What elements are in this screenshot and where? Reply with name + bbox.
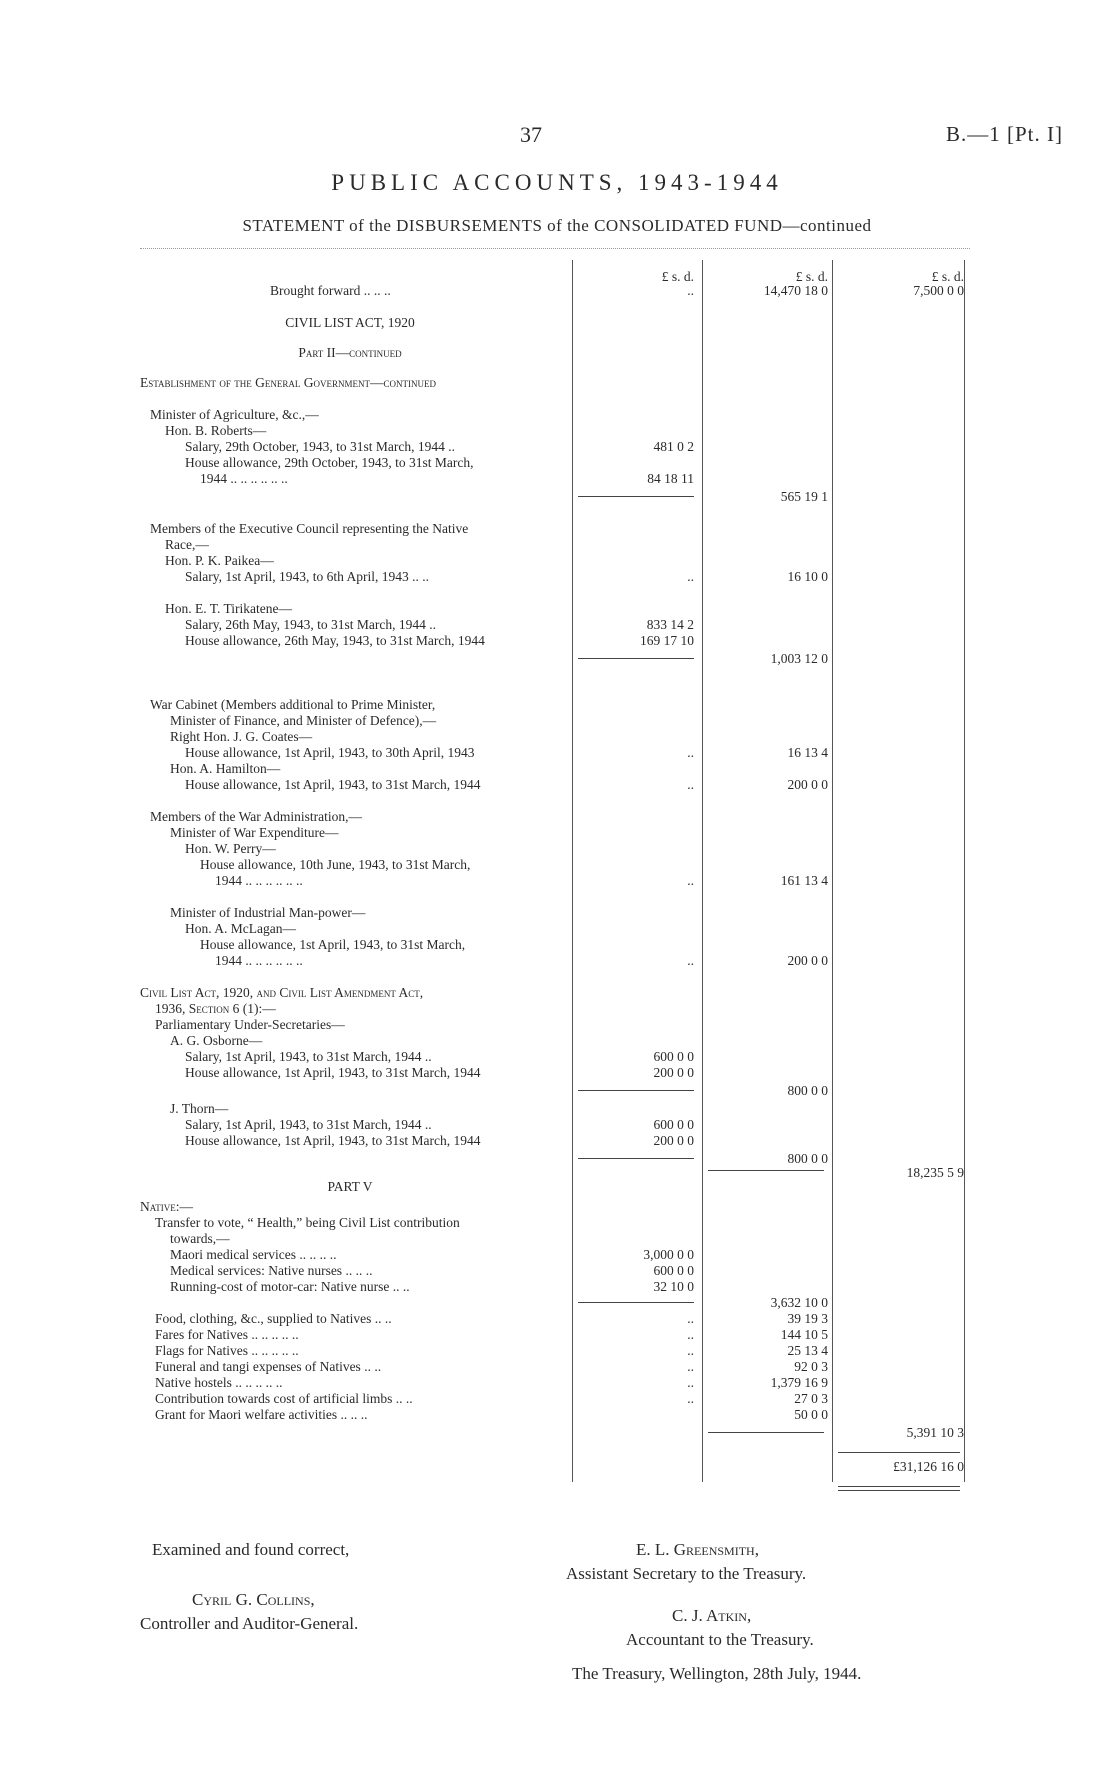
ledger-row — [0, 650, 1114, 667]
auditor-name: Cyril G. Collins, — [192, 1590, 315, 1609]
ledger-amount-c2: 200 0 0 — [787, 777, 828, 792]
ledger-row — [0, 952, 1114, 969]
column-header-3: £ s. d. — [931, 269, 964, 284]
ledger-amount-c2: 16 13 4 — [787, 745, 828, 760]
subtotal-rule — [578, 1090, 694, 1091]
secretary-name: E. L. Greensmith, — [636, 1540, 759, 1559]
ledger-amount-c1: .. — [687, 1359, 694, 1374]
ledger-row-label: Civil List Act, 1920, and Civil List Amendment Act, — [140, 985, 424, 1000]
ledger-amount-c2: 16 10 0 — [787, 569, 828, 584]
ledger-row — [0, 712, 1114, 729]
ledger-amount-c1: .. — [687, 1327, 694, 1342]
ledger-row — [0, 904, 1114, 921]
ledger-row-label: War Cabinet (Members additional to Prime Minister, — [150, 697, 436, 712]
ledger-row — [0, 824, 1114, 841]
ledger-amount-c2: 39 19 3 — [787, 1311, 828, 1326]
column-header-2: £ s. d. — [795, 269, 828, 284]
ledger-amount-c3: 18,235 5 9 — [906, 1165, 964, 1180]
ledger-amount-c2: 1,003 12 0 — [770, 651, 828, 666]
ledger-amount-c1: .. — [687, 283, 694, 298]
total-double-rule — [838, 1490, 960, 1491]
ledger-amount-c1: .. — [687, 1311, 694, 1326]
ledger-row-label: Transfer to vote, “ Health,” being Civil List contribution — [155, 1215, 460, 1230]
ledger-row — [0, 936, 1114, 953]
ledger-row — [0, 1116, 1114, 1133]
ledger-amount-c1: 3,000 0 0 — [643, 1247, 694, 1262]
ledger-row-label: House allowance, 29th October, 1943, to 31st March, — [185, 455, 474, 470]
subtotal-rule — [578, 1302, 694, 1303]
ledger-amount-c2: 92 0 3 — [794, 1359, 828, 1374]
ledger-row — [0, 568, 1114, 585]
ledger-amount-c1: 200 0 0 — [653, 1133, 694, 1148]
ledger-row — [0, 1262, 1114, 1279]
ledger-row — [0, 920, 1114, 937]
ledger-row-label: Race,— — [165, 537, 209, 552]
ledger-row-label: House allowance, 1st April, 1943, to 31st March, 1944 — [185, 1133, 481, 1148]
ledger-amount-c2: 25 13 4 — [787, 1343, 828, 1358]
ledger-row — [0, 728, 1114, 745]
ledger-row — [0, 1000, 1114, 1017]
ledger-amount-c1: 84 18 11 — [647, 471, 694, 486]
ledger-row-label: Native:— — [140, 1199, 193, 1214]
ledger-row-label: Salary, 29th October, 1943, to 31st March, 1944 .. — [185, 439, 456, 454]
ledger-row — [0, 454, 1114, 471]
subtotal-rule — [708, 1170, 824, 1171]
ledger-amount-c2: 161 13 4 — [780, 873, 828, 888]
ledger-row-label: Flags for Natives .. .. .. .. .. — [155, 1343, 299, 1358]
ledger-row-label: Minister of Industrial Man-power— — [170, 905, 366, 920]
ledger-row-label: Salary, 1st April, 1943, to 31st March, 1944 .. — [185, 1117, 432, 1132]
ledger-row-label: Hon. W. Perry— — [185, 841, 276, 856]
ledger-amount-c1: 600 0 0 — [653, 1263, 694, 1278]
ledger-amount-c1: .. — [687, 1375, 694, 1390]
ledger-row — [0, 1294, 1114, 1311]
ledger-row — [0, 470, 1114, 487]
subtotal-rule — [578, 496, 694, 497]
ledger-row — [0, 1458, 1114, 1475]
ledger-row — [0, 1342, 1114, 1359]
subtotal-rule — [838, 1452, 960, 1453]
ledger-amount-c2: 14,470 18 0 — [763, 283, 828, 298]
ledger-row — [0, 1326, 1114, 1343]
ledger-row-label: Hon. A. Hamilton— — [170, 761, 281, 776]
ledger-row-label: 1944 .. .. .. .. .. .. — [200, 471, 288, 486]
ledger-amount-c2: 565 19 1 — [780, 489, 828, 504]
ledger-row-label: Salary, 1st April, 1943, to 31st March, 1944 .. — [185, 1049, 432, 1064]
ledger-row — [0, 406, 1114, 423]
ledger-row — [0, 1230, 1114, 1247]
ledger-row — [0, 856, 1114, 873]
ledger-row-label: Right Hon. J. G. Coates— — [170, 729, 313, 744]
ledger-row — [0, 760, 1114, 777]
page-number: 37 — [520, 122, 542, 147]
ledger-amount-c1: .. — [687, 1343, 694, 1358]
ledger-amount-c1: .. — [687, 873, 694, 888]
ledger-row — [0, 1048, 1114, 1065]
ledger-row — [0, 600, 1114, 617]
ledger-row — [0, 1310, 1114, 1327]
dateline: The Treasury, Wellington, 28th July, 1944. — [572, 1664, 862, 1683]
ledger-amount-c1: .. — [687, 745, 694, 760]
ledger-amount-c2: 27 0 3 — [794, 1391, 828, 1406]
ledger-amount-c2: 144 10 5 — [780, 1327, 828, 1342]
ledger-row-label: towards,— — [170, 1231, 230, 1246]
ledger-row-label: 1936, Section 6 (1):— — [155, 1001, 276, 1016]
ledger-row-label: Hon. E. T. Tirikatene— — [165, 601, 292, 616]
ledger-row — [0, 1214, 1114, 1231]
ledger-row-label: Part II—continued — [298, 345, 402, 360]
page-title: PUBLIC ACCOUNTS, 1943-1944 — [331, 170, 783, 195]
auditor-title: Controller and Auditor-General. — [140, 1614, 359, 1633]
ledger-row — [0, 1390, 1114, 1407]
ledger-amount-c2: 50 0 0 — [794, 1407, 828, 1422]
ledger-amount-c1: 169 17 10 — [640, 633, 694, 648]
subtotal-rule — [578, 658, 694, 659]
ledger-row — [0, 808, 1114, 825]
header-rule — [140, 248, 970, 249]
ledger-row-label: J. Thorn— — [170, 1101, 229, 1116]
ledger-row-label: Fares for Natives .. .. .. .. .. — [155, 1327, 299, 1342]
ledger-row-label: Minister of Agriculture, &c.,— — [150, 407, 319, 422]
ledger-row — [0, 282, 1114, 299]
ledger-row — [0, 1100, 1114, 1117]
ledger-row — [0, 1064, 1114, 1081]
ledger-row — [0, 314, 1114, 331]
ledger-row-label: 1944 .. .. .. .. .. .. — [215, 873, 303, 888]
ledger-row — [0, 422, 1114, 439]
ledger-amount-c1: .. — [687, 1391, 694, 1406]
ledger-amount-c2: 200 0 0 — [787, 953, 828, 968]
ledger-row-label: Establishment of the General Government—continued — [140, 375, 437, 390]
ledger-row — [0, 374, 1114, 391]
ledger-amount-c3: 7,500 0 0 — [913, 283, 964, 298]
ledger-row-label: Salary, 1st April, 1943, to 6th April, 1943 .. .. — [185, 569, 429, 584]
secretary-title: Assistant Secretary to the Treasury. — [566, 1564, 807, 1583]
ledger-row-label: House allowance, 1st April, 1943, to 31st March, 1944 — [185, 777, 481, 792]
ledger-row — [0, 840, 1114, 857]
examined-statement: Examined and found correct, — [152, 1540, 350, 1559]
ledger-row — [0, 344, 1114, 361]
ledger-row-label: Grant for Maori welfare activities .. .. .. — [155, 1407, 368, 1422]
ledger-row — [0, 488, 1114, 505]
ledger-amount-c1: .. — [687, 953, 694, 968]
ledger-amount-c2: 800 0 0 — [787, 1151, 828, 1166]
ledger-row-label: Native hostels .. .. .. .. .. — [155, 1375, 283, 1390]
ledger-row-label: House allowance, 1st April, 1943, to 31st March, — [200, 937, 466, 952]
ledger-amount-c2: 800 0 0 — [787, 1083, 828, 1098]
ledger-amount-c1: .. — [687, 569, 694, 584]
ledger-amount-c1: 600 0 0 — [653, 1049, 694, 1064]
ledger-row — [0, 552, 1114, 569]
accountant-name: C. J. Atkin, — [672, 1606, 752, 1625]
ledger-row-label: House allowance, 26th May, 1943, to 31st March, 1944 — [185, 633, 485, 648]
ledger-amount-c1: 32 10 0 — [653, 1279, 694, 1294]
ledger-row-label: Maori medical services .. .. .. .. — [170, 1247, 337, 1262]
ledger-row — [0, 1406, 1114, 1423]
ledger-row — [0, 632, 1114, 649]
ledger-row-label: Food, clothing, &c., supplied to Natives .. .. — [155, 1311, 392, 1326]
ledger-row-label: PART V — [327, 1179, 373, 1194]
ledger-row — [0, 1358, 1114, 1375]
ledger-row — [0, 1082, 1114, 1099]
ledger-row-label: Hon. A. McLagan— — [185, 921, 296, 936]
ledger-row — [0, 872, 1114, 889]
ledger-row — [0, 1198, 1114, 1215]
ledger-row-label: House allowance, 1st April, 1943, to 30th April, 1943 — [185, 745, 475, 760]
ledger-row-label: Running-cost of motor-car: Native nurse .. .. — [170, 1279, 410, 1294]
ledger-row-label: Members of the War Administration,— — [150, 809, 363, 824]
ledger-row-label: Parliamentary Under-Secretaries— — [155, 1017, 345, 1032]
column-header-1: £ s. d. — [661, 269, 694, 284]
ledger-row — [0, 1278, 1114, 1295]
ledger-amount-c2: 3,632 10 0 — [770, 1295, 828, 1310]
document-reference: B.—1 [Pt. I] — [946, 122, 1063, 146]
ledger-row — [0, 1374, 1114, 1391]
ledger-row — [0, 1246, 1114, 1263]
ledger-amount-c2: 1,379 16 9 — [770, 1375, 828, 1390]
ledger-row-label: Members of the Executive Council representing the Native — [150, 521, 469, 536]
ledger-row — [0, 616, 1114, 633]
ledger-row — [0, 744, 1114, 761]
ledger-row-label: CIVIL LIST ACT, 1920 — [285, 315, 415, 330]
ledger-row — [0, 984, 1114, 1001]
accountant-title: Accountant to the Treasury. — [626, 1630, 814, 1649]
ledger-row-label: House allowance, 1st April, 1943, to 31st March, 1944 — [185, 1065, 481, 1080]
ledger-row — [0, 1132, 1114, 1149]
ledger-row-label: 1944 .. .. .. .. .. .. — [215, 953, 303, 968]
ledger-amount-c1: .. — [687, 777, 694, 792]
ledger-row-label: Brought forward .. .. .. — [270, 283, 391, 298]
ledger-amount-c3: 5,391 10 3 — [906, 1425, 964, 1440]
subtotal-rule — [578, 1158, 694, 1159]
statement-subtitle: STATEMENT of the DISBURSEMENTS of the CONSOLIDATED FUND—continued — [242, 216, 872, 235]
ledger-row — [0, 1424, 1114, 1441]
ledger-row — [0, 520, 1114, 537]
ledger-row-label: Minister of Finance, and Minister of Defence),— — [170, 713, 437, 728]
subtotal-rule — [708, 1432, 824, 1433]
ledger-row-label: House allowance, 10th June, 1943, to 31st March, — [200, 857, 471, 872]
ledger-row — [0, 536, 1114, 553]
ledger-row-label: Minister of War Expenditure— — [170, 825, 339, 840]
ledger-row-label: A. G. Osborne— — [170, 1033, 263, 1048]
ledger-row-label: Contribution towards cost of artificial limbs .. .. — [155, 1391, 413, 1406]
ledger-row — [0, 696, 1114, 713]
ledger-row — [0, 1178, 1114, 1195]
ledger-row — [0, 1032, 1114, 1049]
ledger-row — [0, 776, 1114, 793]
ledger-row-label: Hon. P. K. Paikea— — [165, 553, 274, 568]
ledger-row-label: Hon. B. Roberts— — [165, 423, 267, 438]
ledger-row — [0, 1016, 1114, 1033]
ledger-row-label: Medical services: Native nurses .. .. .. — [170, 1263, 373, 1278]
ledger-amount-c1: 481 0 2 — [653, 439, 694, 454]
ledger-row-label: Salary, 26th May, 1943, to 31st March, 1944 .. — [185, 617, 436, 632]
ledger-row-label: Funeral and tangi expenses of Natives .. .. — [155, 1359, 382, 1374]
ledger-amount-c1: 600 0 0 — [653, 1117, 694, 1132]
total-double-rule — [838, 1486, 960, 1487]
ledger-amount-c1: 200 0 0 — [653, 1065, 694, 1080]
ledger-row — [0, 438, 1114, 455]
ledger-amount-c1: 833 14 2 — [646, 617, 694, 632]
ledger-amount-c3: £31,126 16 0 — [893, 1459, 964, 1474]
